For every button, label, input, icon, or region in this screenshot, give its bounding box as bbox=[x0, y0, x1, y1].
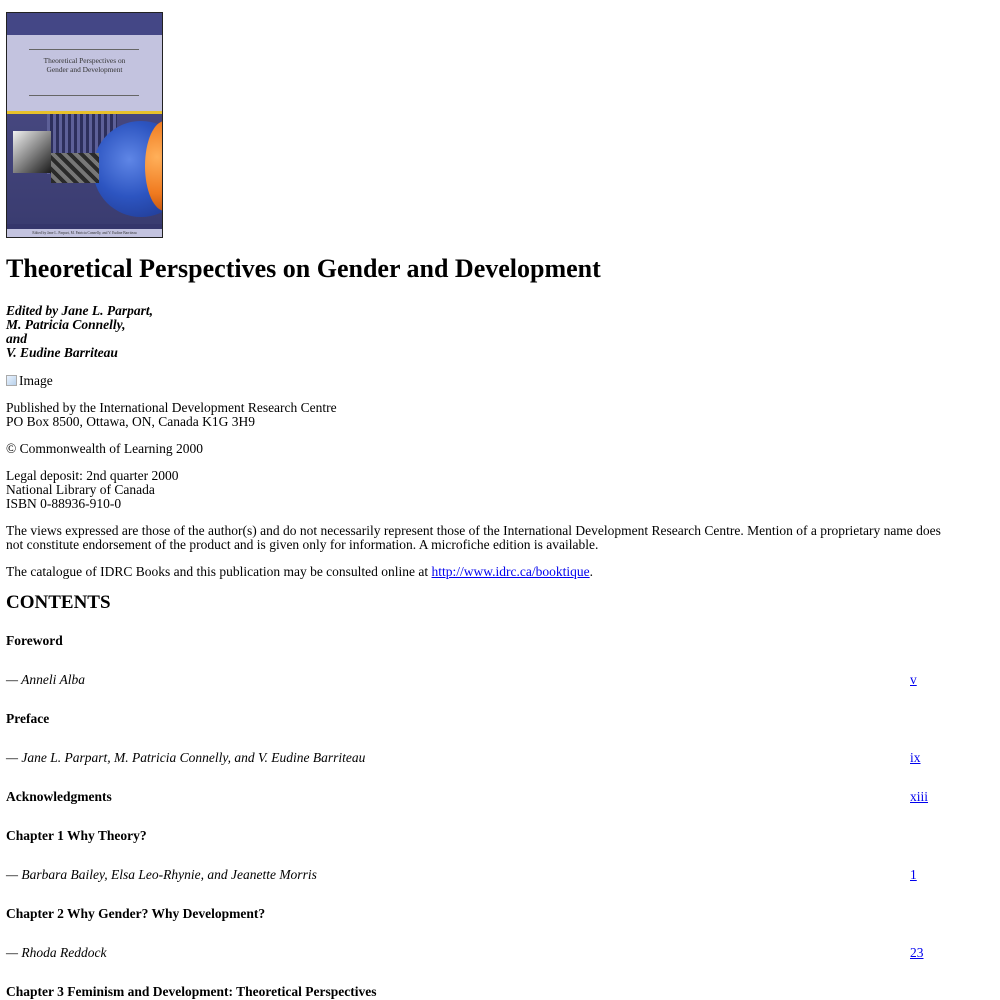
broken-image-icon bbox=[6, 375, 17, 386]
cover-rule-top bbox=[29, 49, 139, 50]
toc-author-row bbox=[6, 751, 956, 790]
toc-heading: Chapter 2 Why Gender? Why Development? bbox=[6, 905, 266, 921]
disclaimer: The views expressed are those of the author(s) and do not necessarily represent those of the International Development Research Centre. Mention of a proprietary name does not constitute endorsement of the product and is given only for information. A microfiche edition is available. bbox=[6, 522, 941, 552]
catalogue-prefix: The catalogue of IDRC Books and this publication may be consulted online at bbox=[6, 563, 432, 579]
toc-author: — Rhoda Reddock bbox=[6, 944, 107, 960]
toc-heading: Chapter 1 Why Theory? bbox=[6, 827, 147, 843]
cover-rule-bottom bbox=[29, 95, 139, 96]
toc-heading: Acknowledgments bbox=[6, 788, 112, 804]
catalogue-note bbox=[6, 565, 956, 579]
toc-author-row bbox=[6, 868, 956, 907]
toc-page-link[interactable]: xiii bbox=[910, 788, 929, 804]
toc-heading-row bbox=[6, 907, 956, 946]
cover-title-line2: Gender and Development bbox=[46, 65, 123, 75]
toc-page-link[interactable]: ix bbox=[910, 749, 921, 765]
book-cover-image bbox=[6, 12, 163, 238]
toc-page-link[interactable]: 1 bbox=[910, 866, 917, 882]
legal-deposit bbox=[6, 469, 956, 511]
cover-footer: Edited by Jane L. Parpart, M. Patricia Connelly, and V. Eudine Barriteau bbox=[7, 229, 162, 237]
publisher-address: PO Box 8500, Ottawa, ON, Canada K1G 3H9 bbox=[6, 413, 255, 429]
toc-heading-row bbox=[6, 790, 956, 829]
copyright: © Commonwealth of Learning 2000 bbox=[6, 440, 203, 456]
publisher-info bbox=[6, 401, 956, 429]
toc-page-link[interactable]: 23 bbox=[910, 944, 924, 960]
cover-photo-mid bbox=[51, 153, 99, 183]
toc-heading: Preface bbox=[6, 710, 50, 726]
catalogue-suffix: . bbox=[589, 563, 594, 579]
toc-author-row bbox=[6, 946, 956, 985]
toc-author-row bbox=[6, 673, 956, 712]
toc-page-link[interactable]: v bbox=[910, 671, 917, 687]
toc-author: — Jane L. Parpart, M. Patricia Connelly, and V. Eudine Barriteau bbox=[6, 749, 366, 765]
editor-line: M. Patricia Connelly, bbox=[6, 316, 126, 332]
page-title: Theoretical Perspectives on Gender and Development bbox=[6, 254, 601, 283]
broken-image bbox=[6, 374, 956, 388]
toc-heading-row bbox=[6, 634, 956, 673]
legal-line: National Library of Canada bbox=[6, 481, 155, 497]
toc-heading: Chapter 3 Feminism and Development: Theoretical Perspectives bbox=[6, 983, 377, 999]
toc-heading-row bbox=[6, 985, 956, 1000]
contents-heading: CONTENTS bbox=[6, 591, 111, 613]
editor-line: V. Eudine Barriteau bbox=[6, 344, 118, 360]
publisher-line: Published by the International Development Research Centre bbox=[6, 399, 337, 415]
cover-title bbox=[7, 56, 162, 75]
broken-image-alt: Image bbox=[19, 372, 53, 388]
toc-heading-row bbox=[6, 829, 956, 868]
cover-photo-left bbox=[13, 131, 51, 173]
main-content bbox=[6, 254, 956, 1000]
toc-author: — Anneli Alba bbox=[6, 671, 86, 687]
cover-top-band bbox=[7, 13, 162, 35]
table-of-contents bbox=[6, 634, 956, 1000]
editor-line: and bbox=[6, 330, 28, 346]
toc-author: — Barbara Bailey, Elsa Leo-Rhynie, and Jeanette Morris bbox=[6, 866, 317, 882]
toc-heading-row bbox=[6, 712, 956, 751]
booktique-link[interactable]: http://www.idrc.ca/booktique bbox=[431, 563, 590, 579]
cover-title-line1: Theoretical Perspectives on bbox=[43, 56, 126, 65]
isbn: ISBN 0-88936-910-0 bbox=[6, 495, 122, 511]
legal-line: Legal deposit: 2nd quarter 2000 bbox=[6, 467, 179, 483]
editor-line: Edited by Jane L. Parpart, bbox=[6, 302, 153, 318]
toc-heading: Foreword bbox=[6, 632, 63, 648]
editors-block bbox=[6, 304, 956, 360]
